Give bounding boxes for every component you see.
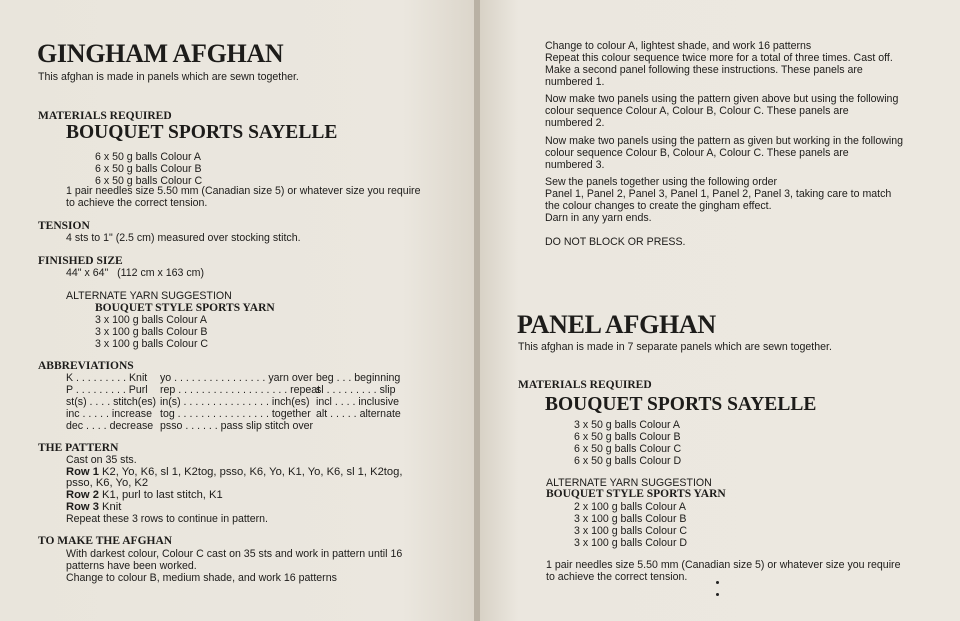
make-text: patterns have been worked. xyxy=(66,560,197,572)
para-text: Sew the panels together using the following order xyxy=(545,176,778,188)
row-label: Row 2 xyxy=(66,489,99,501)
abbr-item: beg . . . beginning xyxy=(316,372,401,384)
materials-line: 6 x 50 g balls Colour A xyxy=(95,151,201,163)
para-text: the colour changes to create the gingham effect. xyxy=(545,200,772,212)
tension-text: 4 sts to 1" (2.5 cm) measured over stocking stitch. xyxy=(66,232,301,244)
finished-size-heading: FINISHED SIZE xyxy=(38,255,123,267)
materials-line: 6 x 50 g balls Colour C xyxy=(95,175,203,187)
alt-yarn-name: BOUQUET STYLE SPORTS YARN xyxy=(546,488,726,500)
alt-yarn-line: 3 x 100 g balls Colour D xyxy=(574,537,688,549)
abbr-item: yo . . . . . . . . . . . . . . . . yarn over xyxy=(160,372,313,384)
needles-text: 1 pair needles size 5.50 mm (Canadian size 5) or whatever size you require xyxy=(546,559,901,571)
make-heading: TO MAKE THE AFGHAN xyxy=(38,535,173,547)
alt-yarn-line: 3 x 100 g balls Colour C xyxy=(95,338,209,350)
pattern-row-2 xyxy=(66,489,223,501)
abbreviations-heading: ABBREVIATIONS xyxy=(38,360,134,372)
row-instructions: K2, Yo, K6, sl 1, K2tog, psso, K6, Yo, K1, Yo, K6, sl 1, K2tog, xyxy=(98,466,403,478)
para-text: Darn in any yarn ends. xyxy=(545,212,652,224)
materials-line: 6 x 50 g balls Colour C xyxy=(574,443,682,455)
alt-yarn-line: 2 x 100 g balls Colour A xyxy=(574,501,686,513)
abbr-item: K . . . . . . . . . Knit xyxy=(66,372,148,384)
materials-line: 6 x 50 g balls Colour D xyxy=(574,455,682,467)
make-text: With darkest colour, Colour C cast on 35 sts and work in pattern until 16 xyxy=(66,548,403,560)
needles-text: to achieve the correct tension. xyxy=(66,197,208,209)
para-text: colour sequence Colour B, Colour A, Colour C. These panels are xyxy=(545,147,849,159)
bullet-mark xyxy=(716,593,719,596)
needles-text: 1 pair needles size 5.50 mm (Canadian size 5) or whatever size you require xyxy=(66,185,421,197)
yarn-name: BOUQUET SPORTS SAYELLE xyxy=(66,122,338,143)
abbr-item: rep . . . . . . . . . . . . . . . . . . . repeat xyxy=(160,384,321,396)
intro-text: This afghan is made in panels which are sewn together. xyxy=(38,71,299,83)
alt-yarn-heading: ALTERNATE YARN SUGGESTION xyxy=(66,290,232,302)
alt-yarn-line: 3 x 100 g balls Colour A xyxy=(95,314,207,326)
materials-heading: MATERIALS REQUIRED xyxy=(518,379,652,391)
row-instructions: Knit xyxy=(98,501,122,513)
pattern-row-3 xyxy=(66,501,121,513)
abbr-item: inc . . . . . increase xyxy=(66,408,152,420)
para-text: numbered 2. xyxy=(545,117,605,129)
cont-text: numbered 1. xyxy=(545,76,605,88)
right-page xyxy=(480,0,960,621)
bullet-mark xyxy=(716,581,719,584)
no-block-note: DO NOT BLOCK OR PRESS. xyxy=(545,236,686,248)
page-title: PANEL AFGHAN xyxy=(517,310,716,339)
abbr-item: in(s) . . . . . . . . . . . . . . . inch(es) xyxy=(160,396,310,408)
para-text: Now make two panels using the pattern as given but working in the following xyxy=(545,135,904,147)
para-text: Now make two panels using the pattern given above but using the following xyxy=(545,93,899,105)
alt-yarn-heading: ALTERNATE YARN SUGGESTION xyxy=(546,477,712,489)
alt-yarn-name: BOUQUET STYLE SPORTS YARN xyxy=(95,302,275,314)
page-title: GINGHAM AFGHAN xyxy=(37,39,284,68)
abbr-item: st(s) . . . . stitch(es) xyxy=(66,396,157,408)
needles-text: to achieve the correct tension. xyxy=(546,571,688,583)
materials-heading: MATERIALS REQUIRED xyxy=(38,110,172,122)
pattern-text: psso, K6, Yo, K2 xyxy=(66,477,149,489)
abbr-item: alt . . . . . alternate xyxy=(316,408,401,420)
abbr-item: P . . . . . . . . . Purl xyxy=(66,384,148,396)
pattern-heading: THE PATTERN xyxy=(38,442,119,454)
abbr-item: incl . . . . inclusive xyxy=(316,396,400,408)
abbr-item: sl . . . . . . . . . slip xyxy=(316,384,396,396)
materials-line: 3 x 50 g balls Colour A xyxy=(574,419,680,431)
finished-size-text: 44" x 64" (112 cm x 163 cm) xyxy=(66,267,205,279)
row-instructions: K1, purl to last stitch, K1 xyxy=(98,489,223,501)
alt-yarn-line: 3 x 100 g balls Colour B xyxy=(95,326,208,338)
materials-line: 6 x 50 g balls Colour B xyxy=(95,163,202,175)
alt-yarn-line: 3 x 100 g balls Colour C xyxy=(574,525,688,537)
materials-line: 6 x 50 g balls Colour B xyxy=(574,431,681,443)
alt-yarn-line: 3 x 100 g balls Colour B xyxy=(574,513,687,525)
yarn-name: BOUQUET SPORTS SAYELLE xyxy=(545,394,817,415)
para-text: Panel 1, Panel 2, Panel 3, Panel 1, Panel 2, Panel 3, taking care to match xyxy=(545,188,892,200)
pattern-text: Cast on 35 sts. xyxy=(66,454,137,466)
abbr-item: dec . . . . decrease xyxy=(66,420,154,432)
make-text: Change to colour B, medium shade, and work 16 patterns xyxy=(66,572,337,584)
cont-text: Repeat this colour sequence twice more for a total of three times. Cast off. xyxy=(545,52,893,64)
row-label: Row 3 xyxy=(66,501,99,513)
tension-heading: TENSION xyxy=(38,220,90,232)
cont-text: Make a second panel following these instructions. These panels are xyxy=(545,64,863,76)
cont-text: Change to colour A, lightest shade, and work 16 patterns xyxy=(545,40,812,52)
left-page xyxy=(0,0,474,621)
intro-text: This afghan is made in 7 separate panels which are sewn together. xyxy=(518,341,832,353)
row-label: Row 1 xyxy=(66,466,99,478)
abbr-item: psso . . . . . . pass slip stitch over xyxy=(160,420,314,432)
abbr-item: tog . . . . . . . . . . . . . . . . together xyxy=(160,408,311,420)
para-text: numbered 3. xyxy=(545,159,605,171)
para-text: colour sequence Colour A, Colour B, Colour C. These panels are xyxy=(545,105,849,117)
pattern-text: Repeat these 3 rows to continue in pattern. xyxy=(66,513,268,525)
